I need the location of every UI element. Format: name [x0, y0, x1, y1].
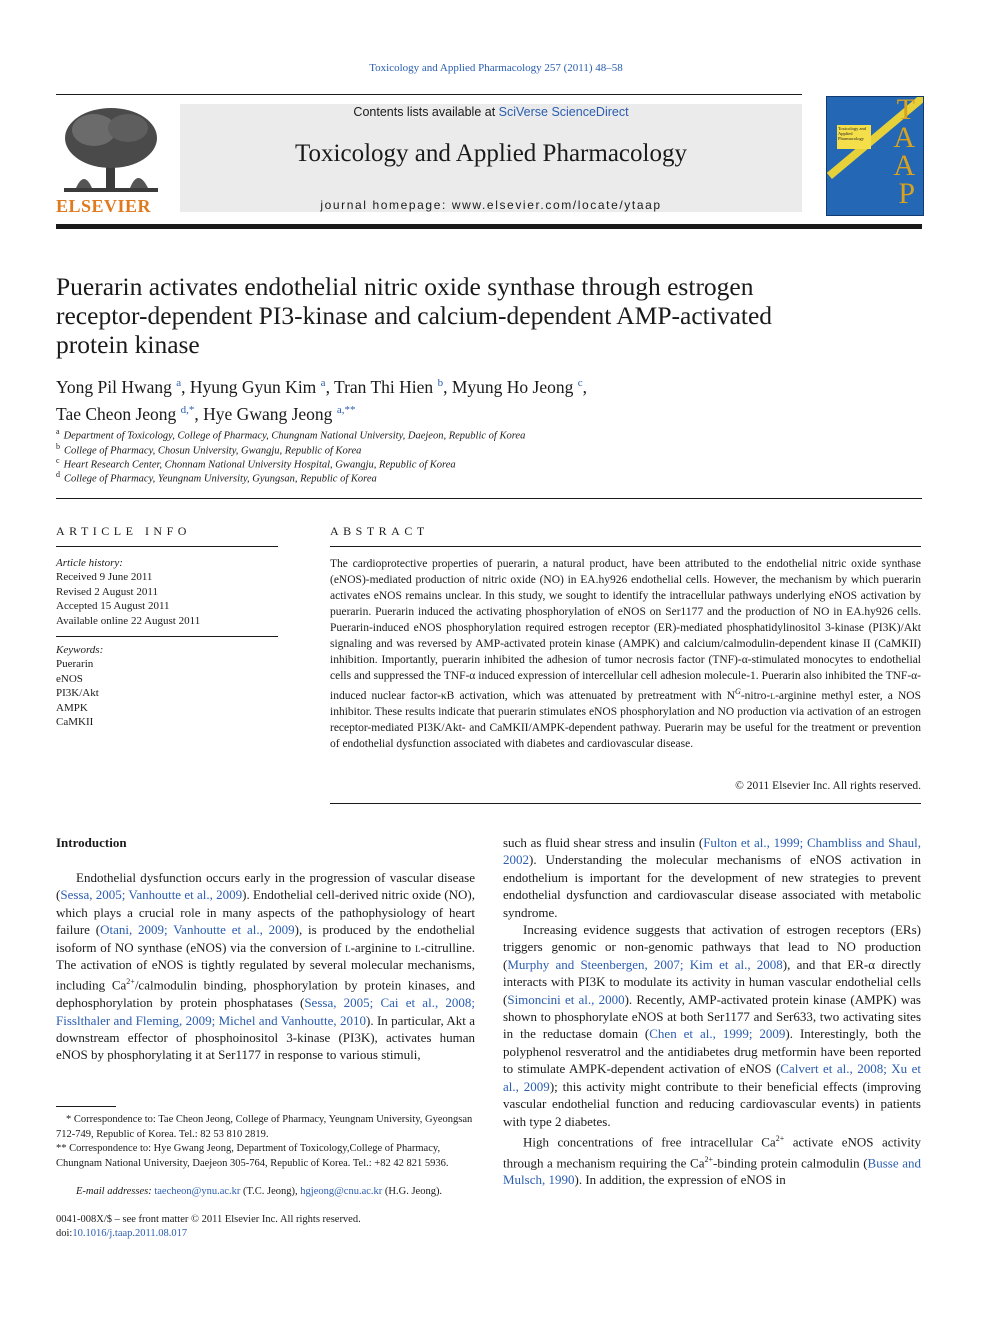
issn-line: 0041-008X/$ – see front matter © 2011 Elsevier Inc. All rights reserved.	[56, 1214, 361, 1225]
email-link[interactable]: hgjeong@cnu.ac.kr	[300, 1186, 383, 1197]
info-rule	[56, 546, 278, 547]
email-link[interactable]: taecheon@ynu.ac.kr	[154, 1186, 241, 1197]
contents-line	[180, 105, 802, 119]
cover-label: Toxicology and Applied Pharmacology	[837, 125, 871, 149]
keyword: CaMKII	[56, 716, 94, 729]
keywords-label: Keywords:	[56, 644, 104, 656]
author[interactable]: Hyung Gyun Kim $^a$,	[189, 376, 334, 397]
abstract-copyright: © 2011 Elsevier Inc. All rights reserved.	[735, 780, 921, 792]
abstract-end-rule	[330, 803, 921, 804]
journal-title: Toxicology and Applied Pharmacology	[295, 140, 687, 167]
sciencedirect-link[interactable]: SciVerse ScienceDirect	[498, 105, 629, 119]
keyword: AMPK	[56, 701, 88, 714]
affiliation-rule	[56, 498, 922, 499]
citation-link[interactable]: Simoncini et al., 2000	[507, 991, 625, 1007]
citation-link[interactable]: Calvert et al., 2008; Xu et al., 2009	[503, 1061, 921, 1094]
keywords	[56, 643, 278, 729]
citation-link[interactable]: Fulton et al., 1999; Chambliss and Shaul, 2002	[503, 835, 921, 868]
history-received: Received 9 June 2011	[56, 571, 153, 584]
abstract-rule	[330, 546, 921, 547]
footnote-rule	[56, 1106, 116, 1107]
author[interactable]: Myung Ho Jeong $^c$,	[451, 376, 587, 397]
intro-right-column	[503, 834, 921, 1189]
footnote-correspondence-1: * Correspondence to: Tae Cheon Jeong, College of Pharmacy, Yeungnam University, Gyeongsan 712-749, Republic of Korea. Tel.: 82 53 810 2819.	[56, 1114, 473, 1140]
keyword: eNOS	[56, 672, 83, 685]
history-revised: Revised 2 August 2011	[56, 585, 158, 598]
article-title: Puerarin activates endothelial nitric oxide synthase through estrogen receptor-dependent PI3-kinase and calcium-dependent AMP-activated protein kinase	[56, 272, 773, 359]
history-label: Article history:	[56, 557, 123, 569]
intro-paragraph-1-cont: such as fluid shear stress and insulin (Fulton et al., 1999; Chambliss and Shaul, 2002). Understanding the molecular mechanisms of eNOS activation in endothelium is important for the development of new strategies to prevent endothelial dysfunction and cardiovascular disease associated with metabolic syndrome.	[503, 835, 921, 920]
doi-link[interactable]: 10.1016/j.taap.2011.08.017	[72, 1228, 188, 1239]
elsevier-tree-logo	[56, 104, 166, 196]
affiliation: $^b$ College of Pharmacy, Chosun University, Gwangju, Republic of Korea	[56, 442, 362, 457]
elsevier-wordmark: ELSEVIER	[56, 196, 152, 216]
journal-homepage[interactable]: journal homepage: www.elsevier.com/locate/ytaap	[320, 198, 662, 212]
footnote-emails: E-mail addresses: taecheon@ynu.ac.kr (T.C. Jeong), hgjeong@cnu.ac.kr (H.G. Jeong).	[76, 1186, 443, 1197]
author[interactable]: Tae Cheon Jeong $^{d,*}$,	[56, 403, 204, 424]
abstract-text: The cardioprotective properties of puerarin, a natural product, have been attributed to the endothelial nitric oxide synthase (eNOS)-mediated production of nitric oxide (NO) in EA.hy926 endothelial cells. However, the mechanism by which puerarin activates eNOS remains unclear. In this study, we sought to identify the intracellular pathways underlying eNOS activation by puerarin. Puerarin induced the activating phosphorylation of eNOS on Ser1177 and the production of NO in EA.hy926 cells. Puerarin-induced eNOS phosphorylation required estrogen receptor (ER)-mediated phosphatidylinositol 3-kinase (PI3K)/Akt signaling and was reversed by AMP-activated protein kinase (AMPK) and calcium/calmodulin-dependent kinase II (CaMKII) inhibition. Importantly, puerarin inhibited the adhesion of tumor necrosis factor (TNF)-α-stimulated monocytes to endothelial cells and suppressed the TNF-α induced expression of intercellular cell adhesion molecule-1. Puerarin also inhibited the TNF-α-induced nuclear factor-κB activation, which was attenuated by pretreatment with $N^G-nitro-l$-arginine methyl ester, a NOS inhibitor. These results indicate that puerarin stimulates eNOS phosphorylation and NO production via activation of an estrogen receptor-mediated PI3K/Akt- and CaMKII/AMPK-dependent pathway. Puerarin may be useful for the treatment or prevention of endothelial dysfunction associated with diabetes and cardiovascular disease.	[330, 558, 921, 750]
cover-letter-a1: A	[893, 121, 915, 154]
citation-link[interactable]: Busse and Mulsch, 1990	[503, 1154, 921, 1188]
footnote-correspondence-2: ** Correspondence to: Hye Gwang Jeong, Department of Toxicology,College of Pharmacy, Chungnam National University, Daejeon 305-764, Republic of Korea. Tel.: +82 42 821 5936.	[56, 1143, 449, 1169]
author[interactable]: Hye Gwang Jeong $^{a,**}$	[203, 403, 356, 424]
intro-paragraph-1: Endothelial dysfunction occurs early in the progression of vascular disease (Sessa, 2005; Vanhoutte et al., 2009). Endothelial cell-derived nitric oxide (NO), which plays a crucial role in many aspects of the pathophysiology of heart failure (Otani, 2009; Vanhoutte et al., 2009), is produced by the endothelial isoform of NO synthase (eNOS) via the conversion of l-arginine to l-citrulline. The activation of eNOS is tightly regulated by several molecular mechanisms, including $Ca^{2+}$/calmodulin binding, phosphorylation by protein kinases, and dephosphorylation by protein phosphatases (Sessa, 2005; Cai et al., 2008; Fisslthaler and Fleming, 2009; Michel and Vanhoutte, 2010). In particular, Akt a downstream effector of phosphoinositol 3-kinase (PI3K), activates human eNOS by phosphorylating it at Ser1177 in response to various stimuli,	[56, 870, 476, 1063]
contents-prefix: Contents lists available at	[353, 105, 499, 119]
journal-citation[interactable]: Toxicology and Applied Pharmacology 257 (2011) 48–58	[369, 62, 623, 74]
citation-link[interactable]: Sessa, 2005; Vanhoutte et al., 2009	[60, 887, 243, 903]
author[interactable]: Yong Pil Hwang $^a$,	[56, 376, 190, 397]
citation-link[interactable]: Chen et al., 1999; 2009	[649, 1026, 786, 1042]
citation-link[interactable]: Murphy and Steenbergen, 2007; Kim et al., 2008	[507, 956, 783, 972]
journal-cover-image	[826, 96, 924, 216]
cover-letter-p: P	[898, 177, 915, 210]
affiliation: $^d$ College of Pharmacy, Yeungnam University, Gyungsan, Republic of Korea	[56, 470, 377, 485]
affiliation: $^c$ Heart Research Center, Chonnam National University Hospital, Gwangju, Republic of Korea	[56, 456, 456, 471]
abstract-heading: ABSTRACT	[330, 524, 429, 538]
citation-link[interactable]: Otani, 2009; Vanhoutte et al., 2009	[100, 922, 295, 938]
citation-link[interactable]: Sessa, 2005; Cai et al., 2008; Fisslthaler and Fleming, 2009; Michel and Vanhoutte, 2010	[56, 995, 476, 1028]
header-thick-rule	[56, 224, 922, 229]
header-rule	[56, 94, 802, 95]
cover-letter-t: T	[896, 96, 915, 126]
author[interactable]: Tran Thi Hien $^b$,	[334, 376, 452, 397]
author-list	[56, 372, 916, 426]
info-rule	[56, 636, 278, 637]
article-history	[56, 556, 278, 628]
doi-line: doi:10.1016/j.taap.2011.08.017	[56, 1228, 188, 1239]
history-online: Available online 22 August 2011	[56, 614, 201, 627]
intro-paragraph-3: High concentrations of free intracellular $Ca^{2+}$ activate eNOS activity through a mechanism requiring the $Ca^{2+}$-binding protein calmodulin (Busse and Mulsch, 1990). In addition, the expression of eNOS in	[503, 1133, 921, 1188]
keyword: PI3K/Akt	[56, 687, 99, 700]
introduction-heading: Introduction	[56, 835, 127, 850]
article-info-heading: ARTICLE INFO	[56, 524, 191, 538]
keyword: Puerarin	[56, 658, 94, 671]
cover-letter-a2: A	[893, 149, 915, 182]
intro-paragraph-2: Increasing evidence suggests that activation of estrogen receptors (ERs) triggers genomic or non-genomic pathways that lead to NO production (Murphy and Steenbergen, 2007; Kim et al., 2008), and that ER-α directly interacts with PI3K to modulate its activity in human vascular endothelial cells (Simoncini et al., 2000). Recently, AMP-activated protein kinase (AMPK) was shown to phosphorylate eNOS at both Ser1177 and Ser633, two activating sites in the reductase domain (Chen et al., 1999; 2009). Interestingly, both the polyphenol resveratrol and the antidiabetes drug metformin have been reported to stimulate AMPK-dependent activation of eNOS (Calvert et al., 2008; Xu et al., 2009); this activity might contribute to their beneficial effects (improving vascular endothelial function and reducing cardiovascular events) in patients with type 2 diabetes.	[503, 922, 921, 1129]
history-accepted: Accepted 15 August 2011	[56, 600, 170, 613]
affiliation: $^a$ Department of Toxicology, College of Pharmacy, Chungnam National University, Daejeon, Republic of Korea	[56, 427, 526, 442]
